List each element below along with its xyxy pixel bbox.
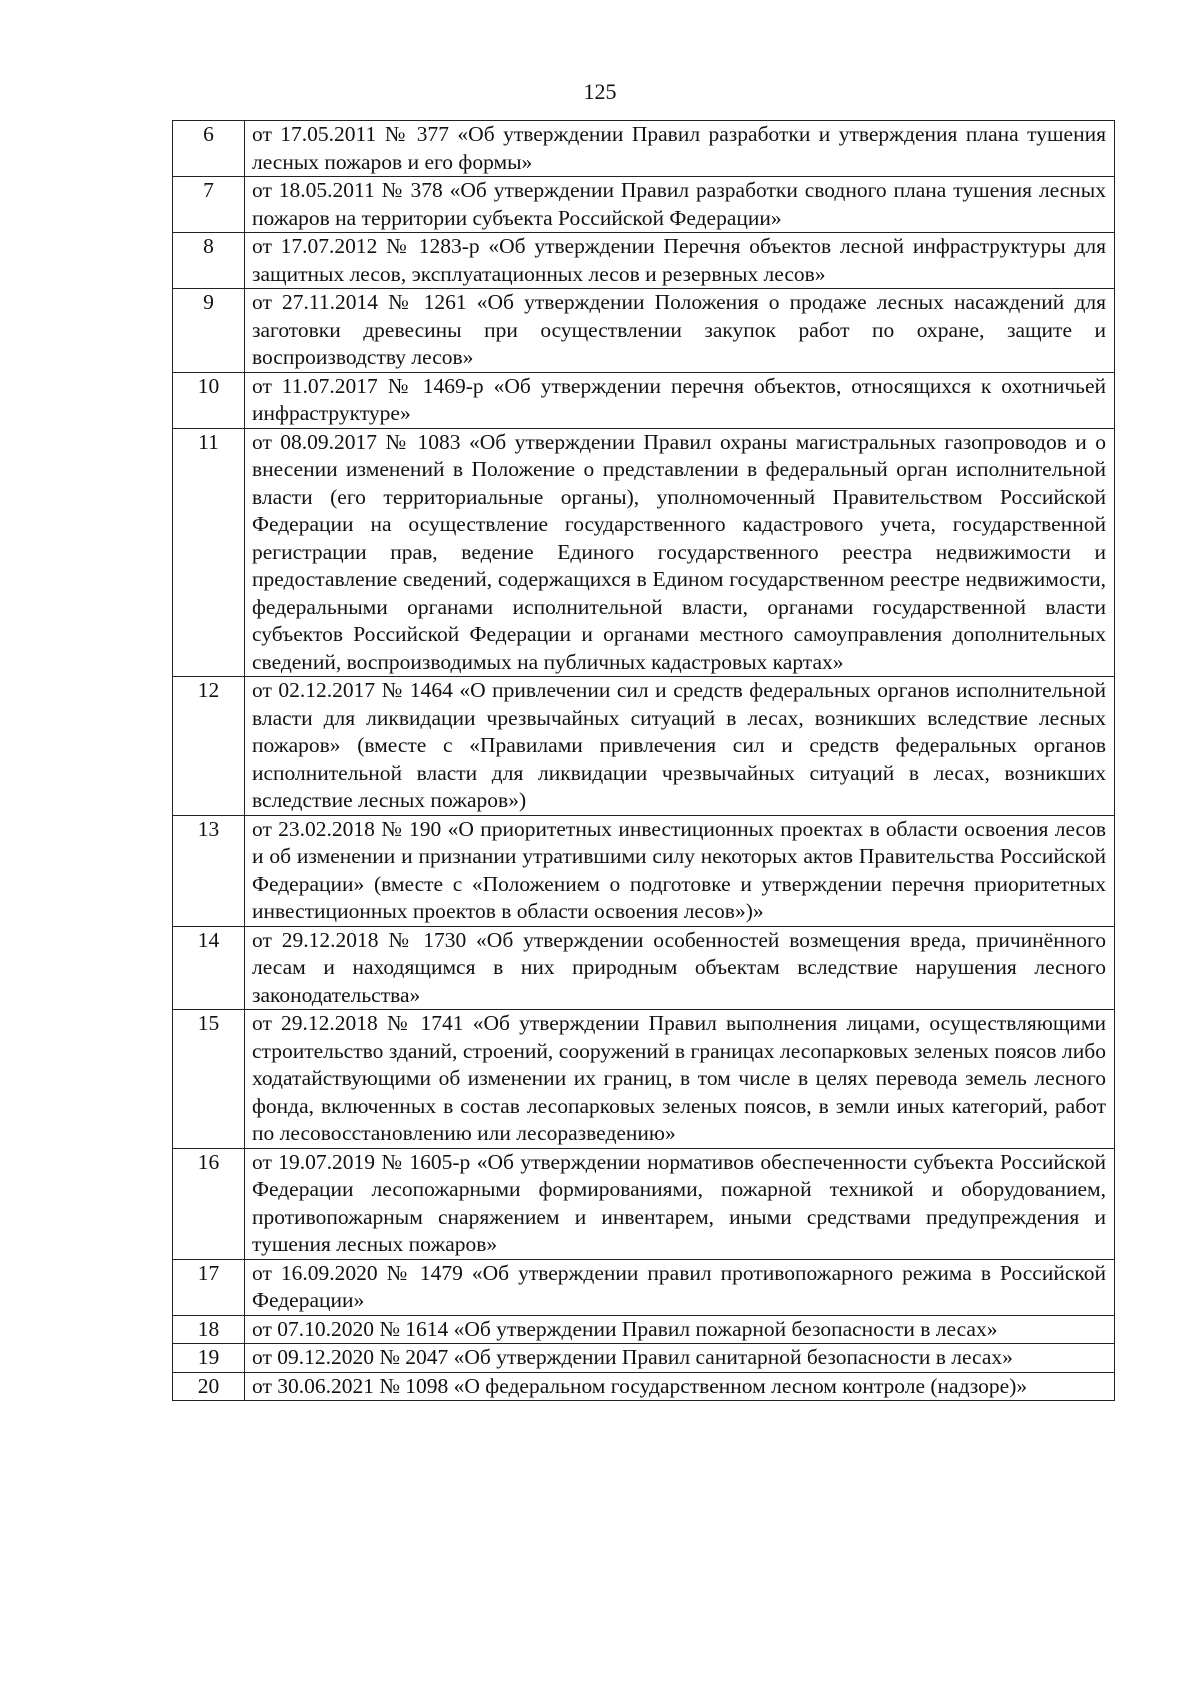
- page-number: 125: [583, 79, 617, 104]
- row-text: от 30.06.2021 № 1098 «О федеральном государственном лесном контроле (надзоре)»: [245, 1372, 1115, 1401]
- row-number: 12: [173, 677, 245, 816]
- table-row: [173, 1372, 1115, 1401]
- row-number: 17: [173, 1259, 245, 1315]
- row-text: от 11.07.2017 № 1469-р «Об утверждении перечня объектов, относящихся к охотничьей инфраструктуре»: [245, 372, 1115, 428]
- row-number: 9: [173, 289, 245, 373]
- row-number: 15: [173, 1010, 245, 1149]
- row-text: от 18.05.2011 № 378 «Об утверждении Правил разработки сводного плана тушения лесных пожаров на территории субъекта Российской Федерации»: [245, 177, 1115, 233]
- row-number: 6: [173, 121, 245, 177]
- table-row: [173, 372, 1115, 428]
- row-text: от 17.07.2012 № 1283-р «Об утверждении Перечня объектов лесной инфраструктуры для защитных лесов, эксплуатационных лесов и резервных лесов»: [245, 233, 1115, 289]
- row-number: 16: [173, 1148, 245, 1259]
- table-row: [173, 1010, 1115, 1149]
- row-text: от 27.11.2014 № 1261 «Об утверждении Положения о продаже лесных насаждений для заготовки древесины при осуществлении закупок работ по охране, защите и воспроизводству лесов»: [245, 289, 1115, 373]
- row-number: 13: [173, 815, 245, 926]
- documents-table: [172, 120, 1115, 1401]
- table-row: [173, 233, 1115, 289]
- table-row: [173, 1344, 1115, 1373]
- table-row: [173, 289, 1115, 373]
- row-text: от 29.12.2018 № 1741 «Об утверждении Правил выполнения лицами, осуществляющими строительство зданий, строений, сооружений в границах лесопарковых зеленых поясов либо ходатайствующими об изменении их границ, в том числе в целях перевода земель лесного фонда, включенных в состав лесопарковых зеленых поясов, в земли иных категорий, работ по лесовосстановлению или лесоразведению»: [245, 1010, 1115, 1149]
- row-text: от 16.09.2020 № 1479 «Об утверждении правил противопожарного режима в Российской Федерации»: [245, 1259, 1115, 1315]
- table-row: [173, 677, 1115, 816]
- row-number: 18: [173, 1315, 245, 1344]
- row-number: 14: [173, 926, 245, 1010]
- table-row: [173, 1259, 1115, 1315]
- row-text: от 09.12.2020 № 2047 «Об утверждении Правил санитарной безопасности в лесах»: [245, 1344, 1115, 1373]
- row-number: 8: [173, 233, 245, 289]
- table-row: [173, 177, 1115, 233]
- row-number: 19: [173, 1344, 245, 1373]
- row-text: от 02.12.2017 № 1464 «О привлечении сил и средств федеральных органов исполнительной власти для ликвидации чрезвычайных ситуаций в лесах, возникших вследствие лесных пожаров» (вместе с «Правилами привлечения сил и средств федеральных органов исполнительной власти для ликвидации чрезвычайных ситуаций в лесах, возникших вследствие лесных пожаров»): [245, 677, 1115, 816]
- table-row: [173, 1315, 1115, 1344]
- row-text: от 17.05.2011 № 377 «Об утверждении Правил разработки и утверждения плана тушения лесных пожаров и его формы»: [245, 121, 1115, 177]
- row-text: от 29.12.2018 № 1730 «Об утверждении особенностей возмещения вреда, причинённого лесам и находящимся в них природным объектам вследствие нарушения лесного законодательства»: [245, 926, 1115, 1010]
- table-row: [173, 428, 1115, 677]
- row-text: от 23.02.2018 № 190 «О приоритетных инвестиционных проектах в области освоения лесов и об изменении и признании утратившими силу некоторых актов Правительства Российской Федерации» (вместе с «Положением о подготовке и утверждении перечня приоритетных инвестиционных проектов в области освоения лесов»)»: [245, 815, 1115, 926]
- row-number: 10: [173, 372, 245, 428]
- row-number: 7: [173, 177, 245, 233]
- row-number: 20: [173, 1372, 245, 1401]
- table-row: [173, 815, 1115, 926]
- table-row: [173, 121, 1115, 177]
- row-text: от 08.09.2017 № 1083 «Об утверждении Правил охраны магистральных газопроводов и о внесении изменений в Положение о представлении в федеральный орган исполнительной власти (его территориальные органы), уполномоченный Правительством Российской Федерации на осуществление государственного кадастрового учета, государственной регистрации прав, ведение Единого государственного реестра недвижимости и предоставление сведений, содержащихся в Едином государственном реестре недвижимости, федеральными органами исполнительной власти, органами государственной власти субъектов Российской Федерации и органами местного самоуправления дополнительных сведений, воспроизводимых на публичных кадастровых картах»: [245, 428, 1115, 677]
- row-text: от 19.07.2019 № 1605-р «Об утверждении нормативов обеспеченности субъекта Российской Федерации лесопожарными формированиями, пожарной техникой и оборудованием, противопожарным снаряжением и инвентарем, иными средствами предупреждения и тушения лесных пожаров»: [245, 1148, 1115, 1259]
- table-row: [173, 1148, 1115, 1259]
- table-row: [173, 926, 1115, 1010]
- row-text: от 07.10.2020 № 1614 «Об утверждении Правил пожарной безопасности в лесах»: [245, 1315, 1115, 1344]
- row-number: 11: [173, 428, 245, 677]
